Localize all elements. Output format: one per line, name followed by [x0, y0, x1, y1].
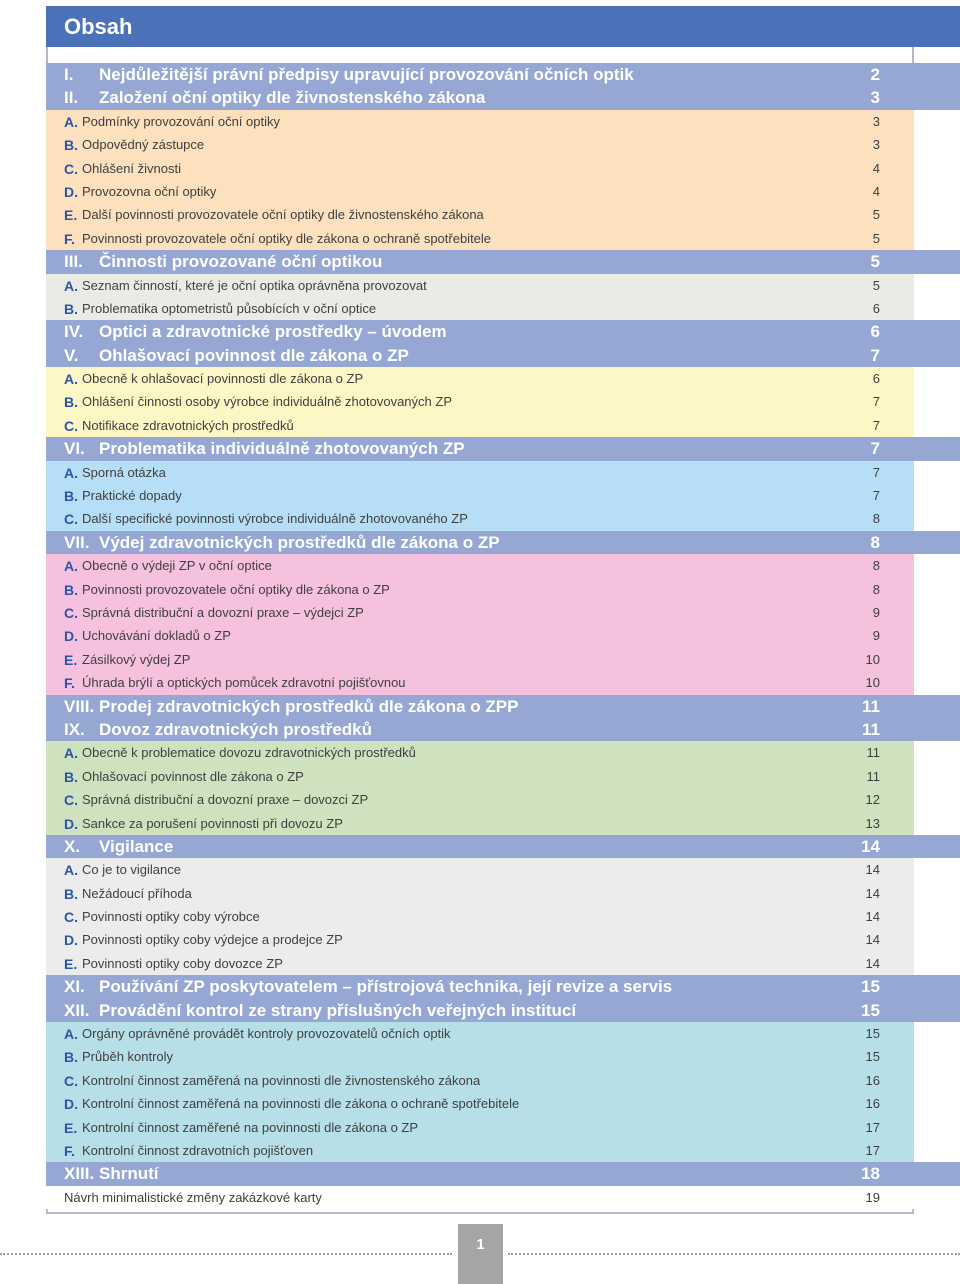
toc-chapter-row[interactable] [46, 1162, 960, 1185]
toc-item-page: 6 [872, 300, 880, 316]
toc-item-title: Problematika individuálně zhotovovaných ZP [99, 439, 465, 459]
toc-section-row[interactable] [46, 461, 914, 484]
toc-section-row[interactable] [46, 648, 914, 671]
toc-section-row[interactable] [46, 1186, 914, 1209]
toc-item-number: F. [64, 230, 75, 247]
toc-item-title: Používání ZP poskytovatelem – přístrojová technika, její revize a servis [99, 977, 673, 997]
toc-item-number: A. [64, 1026, 78, 1043]
toc-chapter-row[interactable] [46, 718, 960, 741]
toc-item-number: XII. [64, 1000, 90, 1020]
toc-item-title: Notifikace zdravotnických prostředků [82, 417, 294, 433]
toc-item-number: D. [64, 932, 78, 949]
toc-item-number: B. [64, 768, 78, 785]
toc-item-number: C. [64, 511, 78, 528]
toc-item-title: Založení oční optiky dle živnostenského zákona [99, 88, 486, 108]
toc-item-title: Sankce za porušení povinnosti při dovozu ZP [82, 815, 343, 831]
toc-item-page: 14 [865, 885, 880, 901]
toc-chapter-row[interactable] [46, 63, 960, 86]
toc-item-title: Seznam činností, které je oční optika oprávněna provozovat [82, 277, 427, 293]
toc-item-title: Výdej zdravotnických prostředků dle zákona o ZP [99, 532, 500, 552]
toc-item-page: 3 [872, 113, 880, 129]
toc-item-title: Povinnosti optiky coby výrobce [82, 909, 260, 925]
toc-item-page: 16 [865, 1072, 880, 1088]
page-number-box [458, 1224, 503, 1284]
toc-section-row[interactable] [46, 788, 914, 811]
toc-item-page: 4 [872, 183, 880, 199]
toc-item-title: Ohlašovací povinnost dle zákona o ZP [99, 345, 409, 365]
toc-item-title: Činnosti provozované oční optikou [99, 252, 383, 272]
toc-chapter-row[interactable] [46, 86, 960, 109]
toc-item-title: Provádění kontrol ze strany příslušných veřejných institucí [99, 1000, 577, 1020]
toc-item-number: C. [64, 1072, 78, 1089]
toc-section-row[interactable] [46, 390, 914, 413]
toc-item-title: Zásilkový výdej ZP [82, 651, 191, 667]
toc-item-page: 15 [865, 1026, 880, 1042]
toc-item-number: II. [64, 88, 79, 108]
toc-item-title: Povinnosti optiky coby dovozce ZP [82, 955, 283, 971]
toc-item-page: 18 [861, 1164, 880, 1184]
toc-item-number: E. [64, 955, 78, 972]
toc-item-title: Kontrolní činnost zaměřená na povinnosti dle živnostenského zákona [82, 1072, 481, 1088]
toc-item-page: 3 [870, 88, 880, 108]
toc-item-page: 10 [865, 651, 880, 667]
toc-item-page: 11 [866, 768, 880, 784]
toc-section-row[interactable] [46, 157, 914, 180]
toc-chapter-row[interactable] [46, 344, 960, 367]
page-number: 1 [476, 1236, 485, 1253]
toc-section-row[interactable] [46, 812, 914, 835]
toc-item-number: XI. [64, 977, 85, 997]
toc-item-number: A. [64, 745, 78, 762]
toc-item-title: Sporná otázka [82, 464, 166, 480]
toc-item-page: 2 [870, 65, 880, 84]
toc-item-page: 17 [865, 1142, 880, 1158]
toc-item-page: 7 [872, 394, 880, 410]
toc-section-row[interactable] [46, 203, 914, 226]
toc-section-row[interactable] [46, 180, 914, 203]
toc-item-number: D. [64, 628, 78, 645]
toc-item-title: Ohlášení živnosti [82, 160, 181, 176]
toc-item-page: 7 [870, 345, 880, 365]
toc-section-row[interactable] [46, 741, 914, 764]
toc-item-title: Optici a zdravotnické prostředky – úvodem [99, 322, 447, 342]
toc-section-row[interactable] [46, 1069, 914, 1092]
toc-item-title: Problematika optometristů působících v oční optice [82, 300, 377, 316]
toc-section-row[interactable] [46, 1045, 914, 1068]
toc-section-row[interactable] [46, 554, 914, 577]
toc-item-number: B. [64, 300, 78, 317]
toc-item-number: B. [64, 394, 78, 411]
toc-item-page: 8 [870, 532, 880, 552]
toc-item-title: Vigilance [99, 836, 174, 856]
toc-item-page: 15 [861, 977, 880, 997]
toc-section-row[interactable] [46, 624, 914, 647]
toc-section-row[interactable] [46, 227, 914, 250]
toc-item-title: Provozovna oční optiky [82, 183, 217, 199]
toc-section-row[interactable] [46, 507, 914, 530]
toc-item-title: Shrnutí [99, 1164, 159, 1184]
toc-item-title: Správná distribuční a dovozní praxe – dovozci ZP [82, 792, 369, 808]
toc-item-title: Povinnosti provozovatele oční optiky dle zákona o ZP [82, 581, 390, 597]
toc-section-row[interactable] [46, 882, 914, 905]
toc-item-page: 9 [872, 628, 880, 644]
toc-section-row[interactable] [46, 133, 914, 156]
toc-item-title: Ohlášení činnosti osoby výrobce individuálně zhotovovaných ZP [82, 394, 452, 410]
toc-item-number: VIII. [64, 696, 95, 716]
toc-item-number: A. [64, 113, 78, 130]
toc-item-number: A. [64, 371, 78, 388]
toc-item-title: Povinnosti optiky coby výdejce a prodejce ZP [82, 932, 343, 948]
toc-item-page: 15 [865, 1049, 880, 1065]
toc-item-page: 8 [872, 511, 880, 527]
toc-item-page: 19 [865, 1189, 880, 1205]
toc-item-title: Odpovědný zástupce [82, 137, 205, 153]
toc-item-page: 7 [870, 439, 880, 459]
toc-item-page: 5 [872, 207, 880, 223]
toc-item-number: C. [64, 417, 78, 434]
toc-item-page: 14 [865, 862, 880, 878]
toc-item-page: 17 [865, 1119, 880, 1135]
toc-chapter-row[interactable] [46, 320, 960, 343]
toc-item-number: C. [64, 604, 78, 621]
toc-chapter-row[interactable] [46, 835, 960, 858]
toc-item-page: 11 [866, 745, 880, 761]
toc-chapter-row[interactable] [46, 695, 960, 718]
toc-item-number: B. [64, 488, 78, 505]
footer-divider-left [0, 1253, 452, 1255]
toc-item-number: C. [64, 160, 78, 177]
toc-item-number: D. [64, 183, 78, 200]
toc-section-row[interactable] [46, 414, 914, 437]
toc-section-row[interactable] [46, 671, 914, 694]
toc-item-title: Návrh minimalistické změny zakázkové karty [64, 1189, 322, 1205]
toc-item-number: VII. [64, 532, 90, 552]
toc-item-title: Další specifické povinnosti výrobce individuálně zhotovovaného ZP [82, 511, 468, 527]
toc-item-number: A. [64, 862, 78, 879]
toc-section-row[interactable] [46, 1092, 914, 1115]
toc-header [46, 6, 960, 47]
toc-item-title: Povinnosti provozovatele oční optiky dle zákona o ochraně spotřebitele [82, 230, 492, 246]
toc-item-title: Kontrolní činnost zdravotních pojišťoven [82, 1142, 314, 1158]
toc-item-number: D. [64, 815, 78, 832]
toc-item-title: Kontrolní činnost zaměřené na povinnosti dle zákona o ZP [82, 1119, 419, 1135]
toc-item-number: C. [64, 909, 78, 926]
toc-item-page: 14 [865, 909, 880, 925]
toc-section-row[interactable] [46, 905, 914, 928]
toc-item-page: 11 [862, 719, 880, 739]
toc-item-number: E. [64, 207, 78, 224]
toc-chapter-row[interactable] [46, 975, 960, 998]
toc-item-page: 3 [872, 137, 880, 153]
toc-section-row[interactable] [46, 484, 914, 507]
toc-item-number: X. [64, 836, 81, 856]
toc-item-title: Praktické dopady [82, 488, 182, 504]
toc-item-title: Dovoz zdravotnických prostředků [99, 719, 373, 739]
toc-item-number: A. [64, 464, 78, 481]
toc-item-page: 6 [872, 371, 880, 387]
toc-item-page: 5 [870, 252, 880, 272]
toc-chapter-row[interactable] [46, 250, 960, 273]
toc-item-page: 10 [865, 675, 880, 691]
toc-section-row[interactable] [46, 1139, 914, 1162]
toc-section-row[interactable] [46, 274, 914, 297]
toc-item-number: E. [64, 1119, 78, 1136]
toc-chapter-row[interactable] [46, 999, 960, 1022]
toc-section-row[interactable] [46, 858, 914, 881]
toc-item-number: XIII. [64, 1164, 95, 1184]
toc-item-number: IX. [64, 719, 85, 739]
toc-item-number: F. [64, 675, 75, 692]
toc-item-number: B. [64, 137, 78, 154]
toc-item-page: 9 [872, 604, 880, 620]
toc-item-title: Podmínky provozování oční optiky [82, 113, 280, 129]
toc-item-number: B. [64, 581, 78, 598]
toc-item-page: 6 [870, 322, 880, 342]
toc-item-number: A. [64, 558, 78, 575]
toc-item-page: 7 [872, 417, 880, 433]
toc-item-number: B. [64, 885, 78, 902]
toc-item-page: 5 [872, 230, 880, 246]
toc-item-page: 16 [865, 1096, 880, 1112]
toc-chapter-row[interactable] [46, 437, 960, 460]
toc-item-number: E. [64, 651, 78, 668]
toc-item-title: Co je to vigilance [82, 862, 181, 878]
toc-item-page: 7 [872, 488, 880, 504]
toc-item-title: Úhrada brýlí a optických pomůcek zdravotní pojišťovnou [82, 675, 406, 691]
toc-item-page: 4 [872, 160, 880, 176]
toc-item-title: Průběh kontroly [82, 1049, 174, 1065]
toc-item-title: Nežádoucí příhoda [82, 885, 192, 901]
toc-section-row[interactable] [46, 1022, 914, 1045]
toc-item-number: III. [64, 252, 83, 272]
toc-section-row[interactable] [46, 765, 914, 788]
toc-item-title: Orgány oprávněné provádět kontroly provozovatelů očních optik [82, 1026, 451, 1042]
toc-item-title: Obecně o výdeji ZP v oční optice [82, 558, 272, 574]
toc-item-number: C. [64, 792, 78, 809]
toc-item-page: 14 [861, 836, 880, 856]
toc-section-row[interactable] [46, 952, 914, 975]
toc-item-number: A. [64, 277, 78, 294]
toc-item-title: Obecně k ohlašovací povinnosti dle zákona o ZP [82, 371, 364, 387]
page-title: Obsah [64, 14, 133, 39]
toc-item-page: 8 [872, 558, 880, 574]
table-of-contents [46, 63, 960, 1209]
toc-item-title: Obecně k problematice dovozu zdravotnických prostředků [82, 745, 416, 761]
toc-section-row[interactable] [46, 110, 914, 133]
toc-item-page: 14 [865, 955, 880, 971]
toc-item-title: Další povinnosti provozovatele oční optiky dle živnostenského zákona [82, 207, 484, 223]
toc-item-number: F. [64, 1142, 75, 1159]
toc-item-title: Kontrolní činnost zaměřená na povinnosti dle zákona o ochraně spotřebitele [82, 1096, 520, 1112]
toc-item-title: Správná distribuční a dovozní praxe – výdejci ZP [82, 604, 364, 620]
toc-item-number: B. [64, 1049, 78, 1066]
toc-section-row[interactable] [46, 367, 914, 390]
toc-item-number: I. [64, 65, 74, 84]
toc-item-title: Uchovávání dokladů o ZP [82, 628, 231, 644]
toc-chapter-row[interactable] [46, 531, 960, 554]
toc-section-row[interactable] [46, 1116, 914, 1139]
toc-item-number: VI. [64, 439, 85, 459]
footer-divider-right [508, 1253, 960, 1255]
toc-item-title: Ohlašovací povinnost dle zákona o ZP [82, 768, 304, 784]
toc-item-page: 11 [862, 696, 880, 716]
toc-item-page: 15 [861, 1000, 880, 1020]
toc-section-row[interactable] [46, 578, 914, 601]
toc-item-page: 12 [865, 792, 880, 808]
toc-item-title: Nejdůležitější právní předpisy upravující provozování očních optik [99, 65, 634, 84]
toc-item-page: 13 [865, 815, 880, 831]
toc-item-page: 7 [872, 464, 880, 480]
toc-section-row[interactable] [46, 297, 914, 320]
toc-item-title: Prodej zdravotnických prostředků dle zákona o ZPP [99, 696, 519, 716]
toc-item-page: 8 [872, 581, 880, 597]
toc-item-number: IV. [64, 322, 84, 342]
toc-section-row[interactable] [46, 601, 914, 624]
toc-item-page: 5 [872, 277, 880, 293]
toc-item-page: 14 [865, 932, 880, 948]
toc-section-row[interactable] [46, 928, 914, 951]
toc-item-number: D. [64, 1096, 78, 1113]
toc-item-number: V. [64, 345, 79, 365]
